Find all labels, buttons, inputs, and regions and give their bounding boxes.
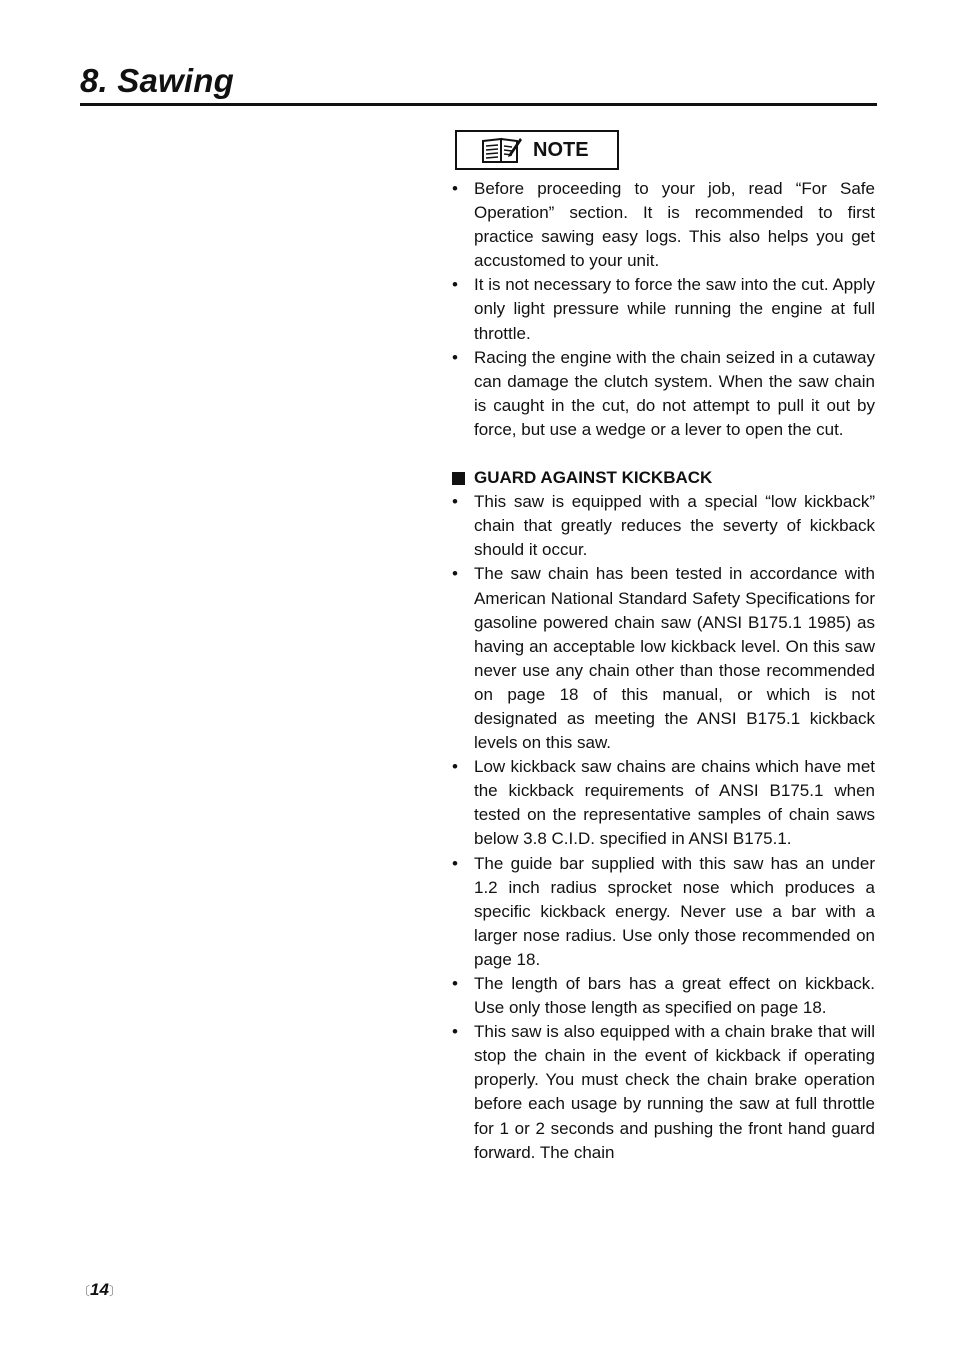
list-item: • Before proceeding to your job, read “For Safe Operation” section. It is recommended to first practice sawing easy logs. This also helps you get accustomed to your unit.: [452, 177, 875, 273]
title-rule: [80, 103, 877, 106]
list-item: • The saw chain has been tested in accordance with American National Standard Safety Specifications for gasoline powered chain saw (ANSI B175.1 1985) as having an acceptable low kickback level. On this saw never use any chain other than those recommended on page 18 of this manual, or which is not designated as meeting the ANSI B175.1 kickback levels on this saw.: [452, 562, 875, 755]
open-book-icon: [481, 136, 523, 164]
bracket-right: 〕: [108, 1284, 121, 1298]
page-number: [78, 1280, 121, 1300]
section-heading: [452, 466, 875, 490]
content-column: [452, 177, 875, 1165]
list-item: • The length of bars has a great effect on kickback. Use only those length as specified on page 18.: [452, 972, 875, 1020]
bracket-left: 〔: [78, 1284, 91, 1298]
square-bullet-icon: [452, 472, 465, 485]
note-label: NOTE: [533, 138, 589, 161]
list-item: • It is not necessary to force the saw into the cut. Apply only light pressure while running the engine at full throttle.: [452, 273, 875, 345]
list-item: • The guide bar supplied with this saw has an under 1.2 inch radius sprocket nose which produces a specific kickback energy. Never use a bar with a larger nose radius. Use only those recommended on page 18.: [452, 852, 875, 972]
list-item: • Low kickback saw chains are chains which have met the kickback requirements of ANSI B175.1 when tested on the representative samples of chain saws below 3.8 C.I.D. specified in ANSI B175.1.: [452, 755, 875, 851]
kickback-list: [452, 490, 875, 1165]
page-title: 8. Sawing: [80, 62, 235, 99]
section-heading-text: GUARD AGAINST KICKBACK: [474, 468, 713, 488]
list-item: • This saw is also equipped with a chain brake that will stop the chain in the event of kickback if operating properly. You must check the chain brake operation before each usage by running the saw at full throttle for 1 or 2 seconds and pushing the front hand guard forward. The chain: [452, 1020, 875, 1165]
note-box: [455, 130, 619, 170]
list-item: • This saw is equipped with a special “low kickback” chain that greatly reduces the severty of kickback should it occur.: [452, 490, 875, 562]
note-list: [452, 177, 875, 442]
page-number-text: 14: [90, 1280, 109, 1299]
list-item: • Racing the engine with the chain seized in a cutaway can damage the clutch system. When the saw chain is caught in the cut, do not attempt to pull it out by force, but use a wedge or a lever to open the cut.: [452, 346, 875, 442]
